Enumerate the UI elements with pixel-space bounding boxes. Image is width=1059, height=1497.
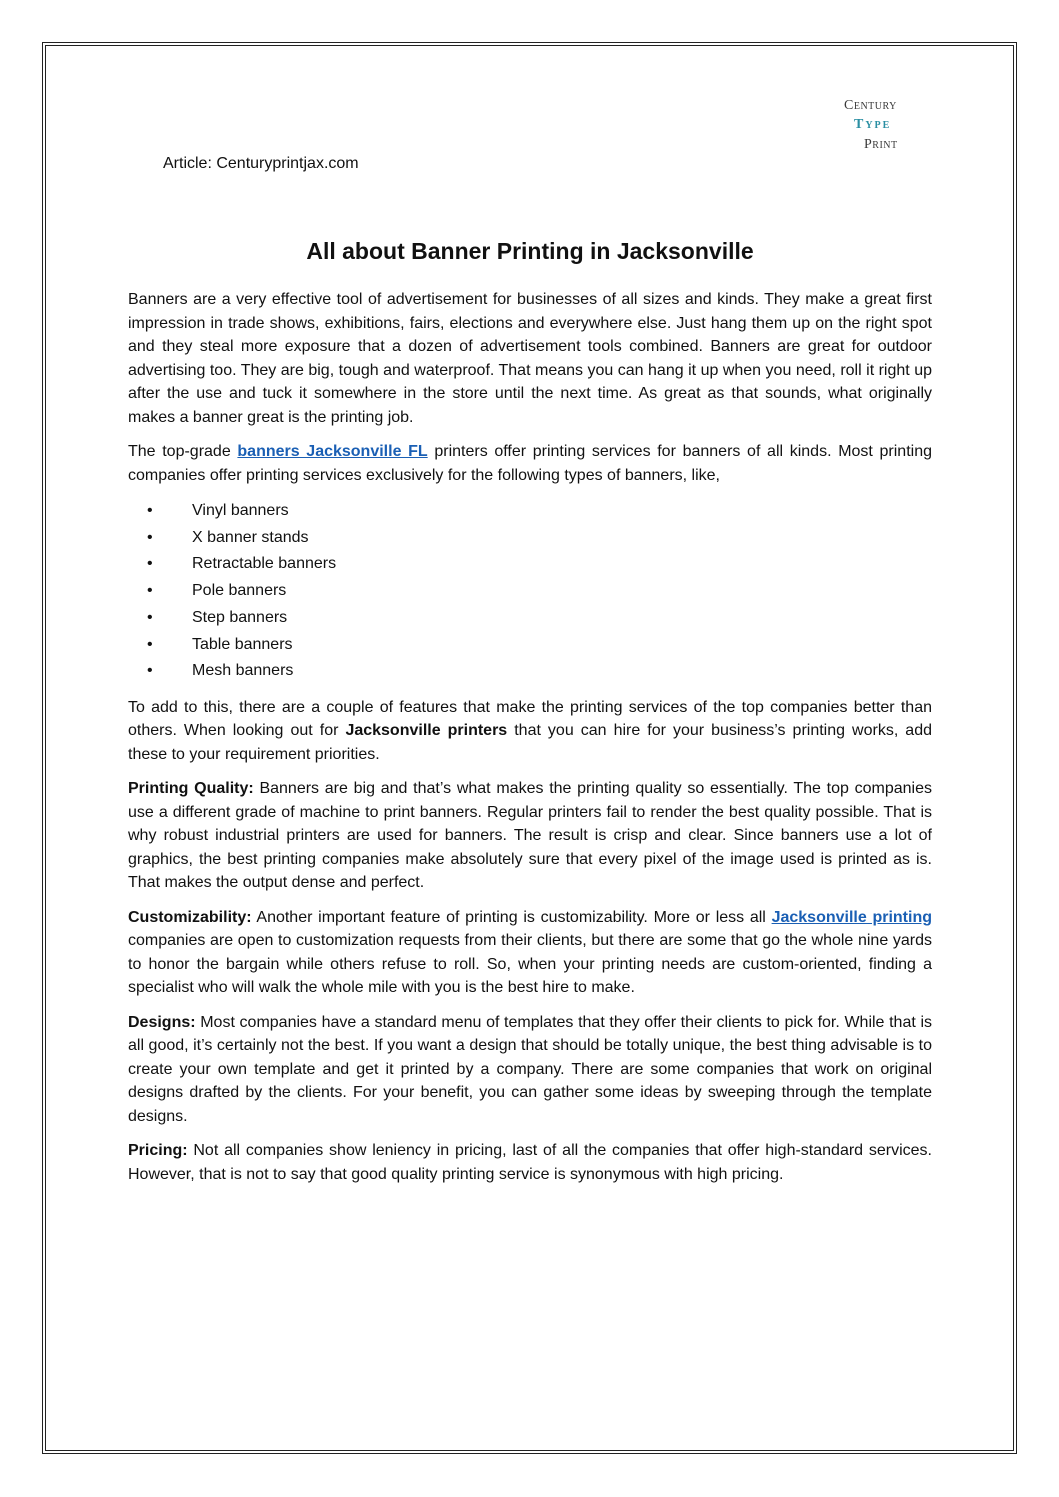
bullet-icon: • bbox=[147, 502, 153, 519]
list-item bbox=[147, 605, 932, 632]
logo-line-2: Type bbox=[854, 117, 892, 132]
section-heading: Customizability: bbox=[128, 908, 252, 926]
page-title: All about Banner Printing in Jacksonville bbox=[306, 238, 754, 264]
paragraph-text: The top-grade bbox=[128, 443, 238, 460]
paragraph-features bbox=[128, 696, 932, 767]
list-item-label: Step banners bbox=[192, 608, 288, 626]
bold-keyword: Jacksonville printers bbox=[345, 722, 508, 740]
section-heading: Designs: bbox=[128, 1013, 196, 1031]
bullet-icon: • bbox=[147, 635, 153, 653]
logo-line-3: Print bbox=[864, 137, 898, 152]
jacksonville-printing-link[interactable]: Jacksonville printing bbox=[771, 908, 933, 926]
list-item bbox=[147, 658, 932, 685]
paragraph-text: that you can hire for your business’s printing works, add these to your requirement priorities. bbox=[128, 722, 932, 763]
list-item-label: Table banners bbox=[192, 635, 293, 653]
paragraph-pricing bbox=[128, 1139, 932, 1186]
paragraph-text: Banners are big and that’s what makes the printing quality so essentially. The top companies use a different grade of machine to print banners. Regular printers fail to render the best quality possible. That is why robust industrial printers are used for banners. The result is crisp and clear. Since banners use a lot of graphics, the best printing companies make absolutely sure that every pixel of the image used is printed as is. That makes the output dense and perfect. bbox=[128, 780, 932, 892]
article-body bbox=[128, 288, 932, 1197]
banner-types-list bbox=[128, 498, 932, 685]
paragraph-printing-quality bbox=[128, 777, 932, 895]
list-item bbox=[147, 498, 932, 525]
list-item-label: Mesh banners bbox=[192, 662, 294, 680]
list-item-label: Retractable banners bbox=[192, 555, 337, 573]
list-item bbox=[147, 525, 932, 552]
paragraph-text: Most companies have a standard menu of templates that they offer their clients to pick for. While that is all good, it’s certainly not the best. If you want a design that should be totally unique, the best thing advisable is to create your own template and get it printed by a company. There are some companies that work on original designs drafted by the clients. For your benefit, you can gather some ideas by sweeping through the template designs. bbox=[128, 1013, 932, 1125]
section-heading: Printing Quality: bbox=[128, 780, 254, 798]
banners-jacksonville-fl-link[interactable]: banners Jacksonville FL bbox=[237, 443, 428, 460]
bullet-icon: • bbox=[147, 555, 153, 573]
paragraph-text: companies are open to customization requests from their clients, but there are some that go the whole nine yards to honor the bargain while others refuse to roll. So, when your printing needs are custom-oriented, finding a specialist who will walk the whole mile with you is the best hire to make. bbox=[128, 932, 932, 997]
bullet-icon: • bbox=[147, 662, 153, 680]
paragraph-banner-services bbox=[128, 440, 932, 487]
list-item-label: X banner stands bbox=[192, 528, 309, 546]
bullet-icon: • bbox=[147, 608, 153, 626]
paragraph-intro: Banners are a very effective tool of advertisement for businesses of all sizes and kinds. They make a great first impression in trade shows, exhibitions, fairs, elections and everywhere else. Just hang them up on the right spot and they steal more exposure that a dozen of advertisement tools combined. Banners are great for outdoor advertising too. They are big, tough and waterproof. That means you can hang it up when you need, roll it right up after the use and tuck it somewhere in the store until the next time. As great as that sounds, what originally makes a banner great is the printing job. bbox=[128, 291, 932, 426]
paragraph-customizability bbox=[128, 906, 932, 1000]
list-item bbox=[147, 632, 932, 659]
paragraph-text: Another important feature of printing is customizability. More or less all bbox=[251, 908, 772, 926]
paragraph-text: Not all companies show leniency in pricing, last of all the companies that offer high-standard services. However, that is not to say that good quality printing service is synonymous with high pricing. bbox=[128, 1142, 932, 1183]
bullet-icon: • bbox=[147, 528, 153, 546]
list-item bbox=[147, 551, 932, 578]
article-source: Article: Centuryprintjax.com bbox=[163, 155, 359, 172]
list-item bbox=[147, 578, 932, 605]
bullet-icon: • bbox=[147, 582, 153, 600]
section-heading: Pricing: bbox=[128, 1142, 188, 1160]
paragraph-designs bbox=[128, 1011, 932, 1129]
list-item-label: Vinyl banners bbox=[192, 502, 289, 519]
paragraph-text: To add to this, there are a couple of features that make the printing services of the top companies better than others. When looking out for bbox=[128, 698, 932, 740]
century-type-print-logo bbox=[838, 94, 928, 164]
logo-line-1: Century bbox=[844, 98, 897, 113]
list-item-label: Pole banners bbox=[192, 582, 287, 600]
paragraph-text: printers offer printing services for banners of all kinds. Most printing companies offer printing services exclusively for the following types of banners, like, bbox=[128, 443, 933, 484]
